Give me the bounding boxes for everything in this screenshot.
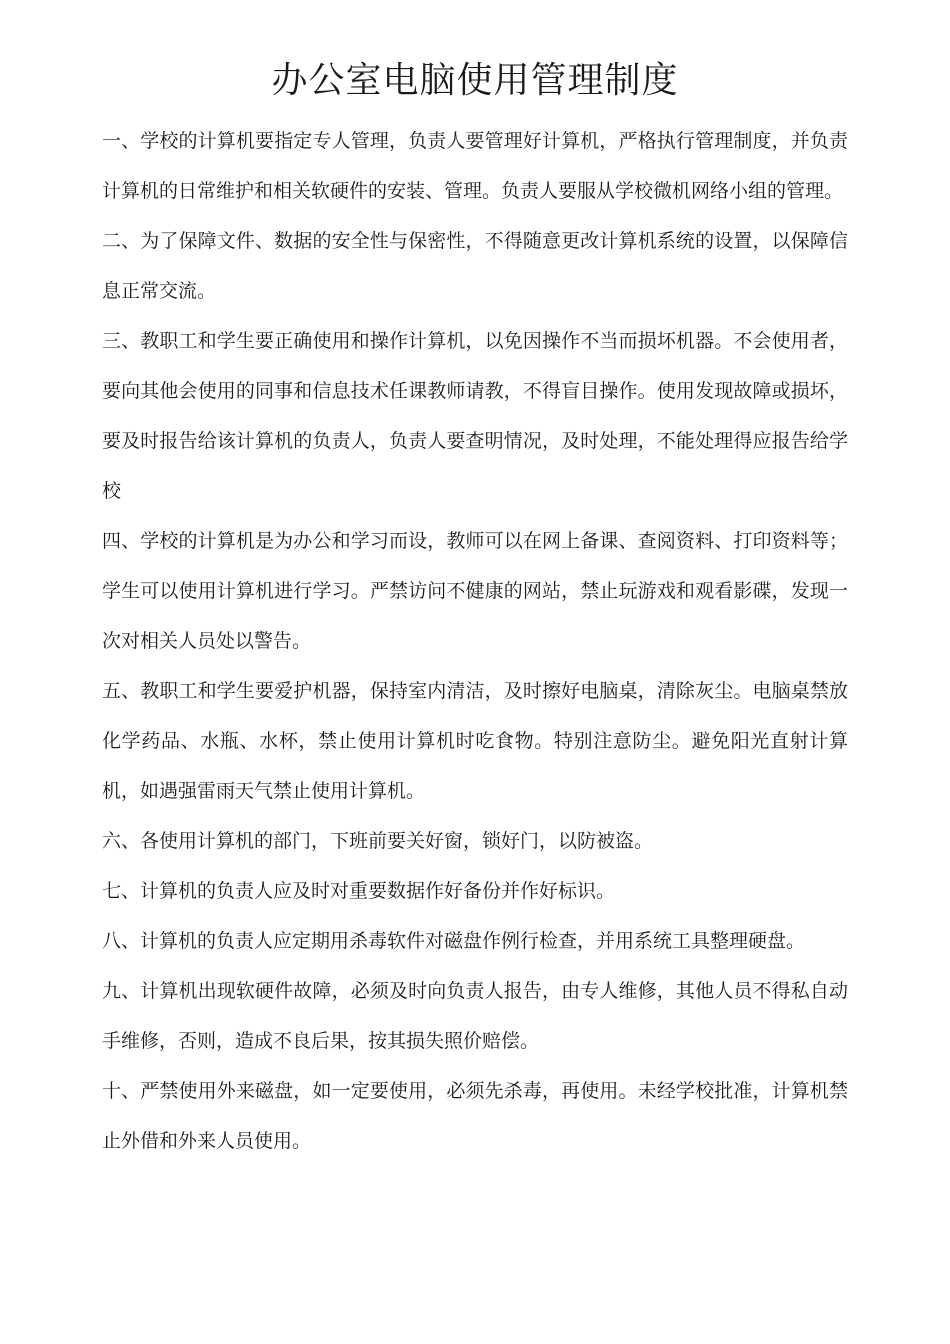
- rule-paragraph-5: 五、教职工和学生要爱护机器，保持室内清洁，及时擦好电脑桌，清除灰尘。电脑桌禁放化学药品、水瓶、水杯，禁止使用计算机时吃食物。特别注意防尘。避免阳光直射计算机，如遇强雷雨天气禁止使用计算机。: [102, 680, 848, 802]
- rule-paragraph-6: 六、各使用计算机的部门，下班前要关好窗，锁好门，以防被盗。: [102, 830, 654, 852]
- rule-paragraph-1: 一、学校的计算机要指定专人管理，负责人要管理好计算机，严格执行管理制度，并负责计算机的日常维护和相关软硬件的安装、管理。负责人要服从学校微机网络小组的管理。: [102, 130, 848, 202]
- rule-paragraph-2: 二、为了保障文件、数据的安全性与保密性，不得随意更改计算机系统的设置，以保障信息正常交流。: [102, 230, 848, 302]
- rule-paragraph-4: 四、学校的计算机是为办公和学习而设，教师可以在网上备课、查阅资料、打印资料等；学生可以使用计算机进行学习。严禁访问不健康的网站，禁止玩游戏和观看影碟，发现一次对相关人员处以警告。: [102, 530, 848, 652]
- document-title: 办公室电脑使用管理制度: [271, 60, 679, 101]
- rule-paragraph-8: 八、计算机的负责人应定期用杀毒软件对磁盘作例行检查，并用系统工具整理硬盘。: [102, 930, 806, 952]
- document-body: [102, 116, 848, 1166]
- rule-paragraph-7: 七、计算机的负责人应及时对重要数据作好备份并作好标识。: [102, 880, 616, 902]
- rule-paragraph-10: 十、严禁使用外来磁盘，如一定要使用，必须先杀毒，再使用。未经学校批准，计算机禁止外借和外来人员使用。: [102, 1080, 848, 1152]
- rule-paragraph-9: 九、计算机出现软硬件故障，必须及时向负责人报告，由专人维修，其他人员不得私自动手维修，否则，造成不良后果，按其损失照价赔偿。: [102, 980, 848, 1052]
- rule-paragraph-3: 三、教职工和学生要正确使用和操作计算机，以免因操作不当而损坏机器。不会使用者，要向其他会使用的同事和信息技术任课教师请教，不得盲目操作。使用发现故障或损坏，要及时报告给该计算机的负责人，负责人要查明情况，及时处理，不能处理得应报告给学校: [102, 330, 848, 502]
